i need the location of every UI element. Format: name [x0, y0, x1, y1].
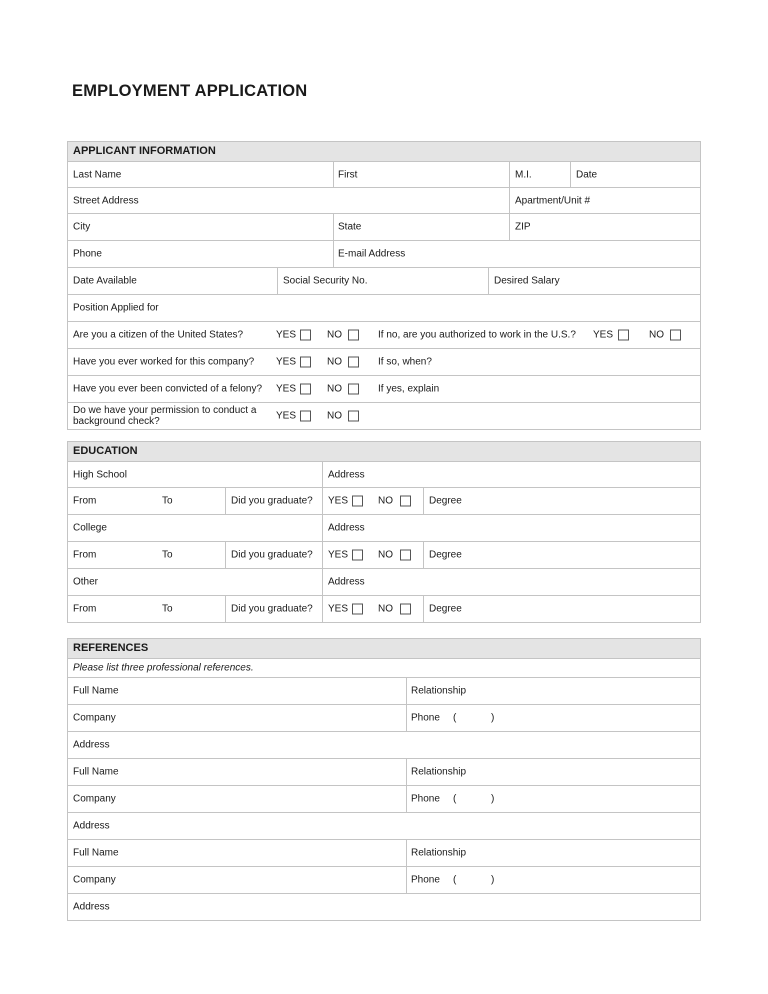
high-school-yes-checkbox[interactable]	[352, 496, 363, 507]
college-address-label: Address	[328, 522, 365, 534]
cell-divider	[333, 162, 334, 187]
worked-here-question: Have you ever worked for this company?	[73, 356, 255, 368]
phone-label: Phone	[411, 712, 440, 724]
reference-company-row	[68, 786, 700, 813]
worked-yes-label: YES	[276, 356, 297, 368]
authorized-question: If no, are you authorized to work in the U.S.?	[378, 329, 576, 341]
felony-yes-checkbox[interactable]	[300, 384, 311, 395]
cell-divider	[322, 462, 323, 487]
high-school-address-label: Address	[328, 469, 365, 480]
other-yes-checkbox[interactable]	[352, 604, 363, 615]
last-name-label: Last Name	[73, 169, 122, 180]
worked-yes-checkbox[interactable]	[300, 357, 311, 368]
from-label: From	[73, 495, 97, 507]
high-school-dates-row	[68, 488, 700, 515]
cell-divider	[225, 542, 226, 568]
cell-divider	[406, 759, 407, 785]
area-code-close: )	[491, 793, 495, 805]
cell-divider	[509, 214, 510, 240]
citizen-yes-checkbox[interactable]	[300, 330, 311, 341]
date-label: Date	[576, 169, 598, 180]
authorized-no-checkbox[interactable]	[670, 330, 681, 341]
cell-divider	[406, 678, 407, 704]
area-code-close: )	[491, 874, 495, 886]
references-section	[67, 638, 701, 921]
reference-company-row	[68, 867, 700, 894]
cell-divider	[322, 569, 323, 595]
to-label: To	[162, 495, 173, 507]
background-yes-label: YES	[276, 410, 297, 422]
felony-row	[68, 376, 700, 403]
cell-divider	[322, 488, 323, 514]
relationship-label: Relationship	[411, 766, 467, 778]
phone-row	[68, 241, 700, 268]
cell-divider	[406, 705, 407, 731]
cell-divider	[488, 268, 489, 294]
other-dates-row	[68, 596, 700, 623]
worked-no-label: NO	[327, 356, 342, 368]
citizen-question: Are you a citizen of the United States?	[73, 329, 244, 341]
college-label: College	[73, 522, 107, 534]
cell-divider	[333, 214, 334, 240]
date-available-label: Date Available	[73, 275, 137, 287]
cell-divider	[509, 162, 510, 187]
position-applied-label: Position Applied for	[73, 302, 159, 314]
worked-no-checkbox[interactable]	[348, 357, 359, 368]
full-name-label: Full Name	[73, 685, 119, 697]
other-school-row	[68, 569, 700, 596]
area-code-open: (	[453, 712, 457, 724]
applicant-information-heading: APPLICANT INFORMATION	[67, 141, 701, 162]
citizen-row	[68, 322, 700, 349]
background-check-row	[68, 403, 700, 430]
full-name-label: Full Name	[73, 766, 119, 778]
background-yes-checkbox[interactable]	[300, 411, 311, 422]
address-label: Address	[73, 739, 110, 751]
availability-row	[68, 268, 700, 295]
cell-divider	[406, 840, 407, 866]
cell-divider	[423, 488, 424, 514]
cell-divider	[322, 596, 323, 622]
applicant-information-section	[67, 141, 701, 430]
felony-question: Have you ever been convicted of a felony?	[73, 383, 263, 395]
background-no-checkbox[interactable]	[348, 411, 359, 422]
graduate-question: Did you graduate?	[231, 549, 313, 561]
reference-address-row	[68, 813, 700, 840]
desired-salary-label: Desired Salary	[494, 275, 560, 287]
graduate-yes-label: YES	[328, 495, 349, 507]
other-no-checkbox[interactable]	[400, 604, 411, 615]
street-row	[68, 188, 700, 214]
company-label: Company	[73, 874, 116, 886]
worked-here-row	[68, 349, 700, 376]
state-label: State	[338, 221, 362, 233]
cell-divider	[225, 488, 226, 514]
reference-address-row	[68, 732, 700, 759]
citizen-no-checkbox[interactable]	[348, 330, 359, 341]
phone-label: Phone	[411, 793, 440, 805]
zip-label: ZIP	[515, 221, 531, 233]
cell-divider	[509, 188, 510, 213]
cell-divider	[322, 542, 323, 568]
felony-yes-label: YES	[276, 383, 297, 395]
phone-label: Phone	[73, 248, 102, 260]
reference-name-row	[68, 678, 700, 705]
citizen-yes-label: YES	[276, 329, 297, 341]
name-row	[68, 162, 700, 188]
relationship-label: Relationship	[411, 685, 467, 697]
high-school-no-checkbox[interactable]	[400, 496, 411, 507]
college-row	[68, 515, 700, 542]
area-code-open: (	[453, 874, 457, 886]
cell-divider	[423, 542, 424, 568]
city-label: City	[73, 221, 91, 233]
authorized-no-label: NO	[649, 329, 664, 341]
from-label: From	[73, 603, 97, 615]
graduate-question: Did you graduate?	[231, 603, 313, 615]
from-label: From	[73, 549, 97, 561]
degree-label: Degree	[429, 603, 462, 615]
reference-company-row	[68, 705, 700, 732]
felony-no-label: NO	[327, 383, 342, 395]
company-label: Company	[73, 793, 116, 805]
full-name-label: Full Name	[73, 847, 119, 859]
education-section	[67, 441, 701, 623]
company-label: Company	[73, 712, 116, 724]
background-no-label: NO	[327, 410, 342, 422]
reference-name-row	[68, 840, 700, 867]
other-address-label: Address	[328, 576, 365, 588]
felony-explain-label: If yes, explain	[378, 383, 440, 395]
to-label: To	[162, 603, 173, 615]
college-dates-row	[68, 542, 700, 569]
reference-address-row	[68, 894, 700, 921]
felony-no-checkbox[interactable]	[348, 384, 359, 395]
worked-when-label: If so, when?	[378, 356, 432, 368]
street-address-label: Street Address	[73, 195, 139, 206]
address-label: Address	[73, 820, 110, 832]
graduate-no-label: NO	[378, 549, 393, 561]
college-yes-checkbox[interactable]	[352, 550, 363, 561]
page-title: EMPLOYMENT APPLICATION	[72, 82, 308, 100]
reference-name-row	[68, 759, 700, 786]
high-school-label: High School	[73, 469, 127, 480]
other-school-label: Other	[73, 576, 99, 588]
education-heading: EDUCATION	[67, 441, 701, 462]
cell-divider	[322, 515, 323, 541]
cell-divider	[333, 241, 334, 267]
references-note: Please list three professional references.	[73, 662, 254, 674]
cell-divider	[570, 162, 571, 187]
cell-divider	[406, 786, 407, 812]
apartment-label: Apartment/Unit #	[515, 195, 591, 206]
email-label: E-mail Address	[338, 248, 406, 260]
ssn-label: Social Security No.	[283, 275, 368, 287]
references-note-row	[68, 659, 700, 678]
phone-label: Phone	[411, 874, 440, 886]
authorized-yes-label: YES	[593, 329, 614, 341]
background-check-question: Do we have your permission to conduct a background check?	[73, 405, 257, 427]
graduate-no-label: NO	[378, 603, 393, 615]
references-heading: REFERENCES	[67, 638, 701, 659]
citizen-no-label: NO	[327, 329, 342, 341]
graduate-yes-label: YES	[328, 549, 349, 561]
graduate-question: Did you graduate?	[231, 495, 313, 507]
area-code-close: )	[491, 712, 495, 724]
college-no-checkbox[interactable]	[400, 550, 411, 561]
relationship-label: Relationship	[411, 847, 467, 859]
to-label: To	[162, 549, 173, 561]
degree-label: Degree	[429, 495, 462, 507]
degree-label: Degree	[429, 549, 462, 561]
cell-divider	[225, 596, 226, 622]
cell-divider	[406, 867, 407, 893]
graduate-no-label: NO	[378, 495, 393, 507]
authorized-yes-checkbox[interactable]	[618, 330, 629, 341]
cell-divider	[423, 596, 424, 622]
middle-initial-label: M.I.	[515, 169, 532, 180]
position-row	[68, 295, 700, 322]
first-name-label: First	[338, 169, 358, 180]
graduate-yes-label: YES	[328, 603, 349, 615]
area-code-open: (	[453, 793, 457, 805]
address-label: Address	[73, 901, 110, 913]
cell-divider	[277, 268, 278, 294]
city-row	[68, 214, 700, 241]
high-school-row	[68, 462, 700, 488]
